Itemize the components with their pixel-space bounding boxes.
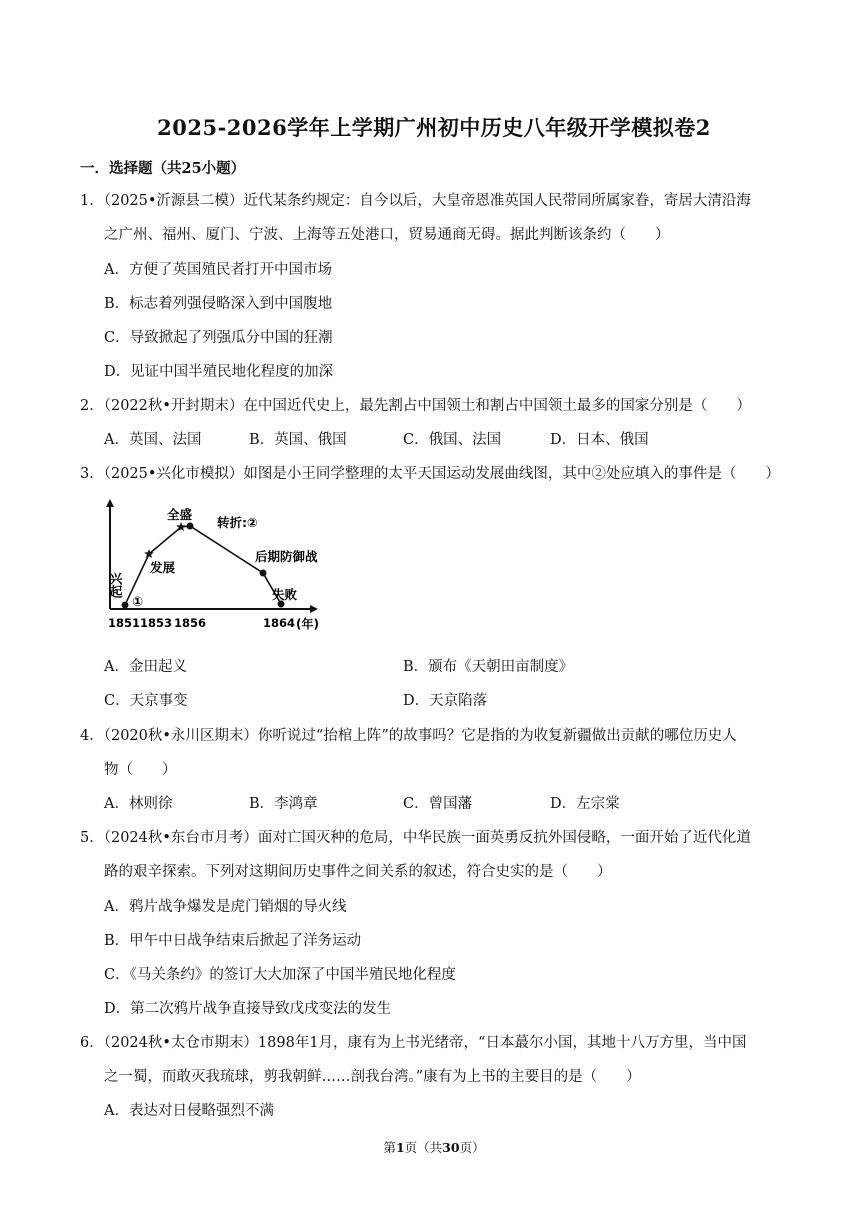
question-5-option-a: A．鸦片战争爆发是虎门销烟的导火线 (104, 899, 347, 915)
development-curve (125, 526, 281, 605)
question-5-line-2: 路的艰辛探索。下列对这期间历史事件之间关系的叙述，符合史实的是（ ） (104, 864, 612, 880)
question-5-option-d: D．第二次鸦片战争直接导致戊戌变法的发生 (104, 1001, 392, 1017)
point-turn (187, 523, 194, 530)
question-2-option-b: B．英国、俄国 (249, 432, 347, 448)
x-unit-label: (年) (296, 617, 319, 631)
question-4-option-d: D．左宗棠 (550, 796, 620, 812)
question-1-option-b: B．标志着列强侵略深入到中国腹地 (104, 296, 333, 312)
page-title: 2025-2026学年上学期广州初中历史八年级开学模拟卷2 (157, 115, 711, 140)
x-axis-arrow (310, 605, 318, 613)
label-late: 后期防御战 (255, 549, 318, 564)
question-5-line-1: 5．（2024秋•东台市月考）面对亡国灭种的危局，中华民族一面英勇反抗外国侵略，一面开始了近代化道 (80, 830, 751, 846)
question-3-option-d: D．天京陷落 (403, 693, 488, 709)
question-6-line-1: 6．（2024秋•太仓市期末）1898年1月，康有为上书光绪帝，“日本蕞尔小国，其地十八万方里，当中国 (80, 1035, 747, 1051)
label-turn: 转折:② (217, 515, 258, 530)
question-4-line-1: 4．（2020秋•永川区期末）你听说过“抬棺上阵”的故事吗？它是指的为收复新疆做出贡献的哪位历史人 (80, 728, 737, 744)
question-2-option-a: A．英国、法国 (104, 432, 202, 448)
question-2-option-d: D．日本、俄国 (550, 432, 649, 448)
point-start (122, 602, 129, 609)
question-3-option-b: B．颁布《天朝田亩制度》 (403, 659, 574, 675)
footer-mid: 页（共 (404, 1140, 443, 1155)
footer-total-pages: 30 (442, 1140, 460, 1155)
question-2-option-c: C．俄国、法国 (403, 432, 502, 448)
y-axis-arrow (106, 499, 114, 507)
question-5-option-c: C．《马关条约》的签订大大加深了中国半殖民地化程度 (104, 967, 456, 983)
question-4-option-b: B．李鸿章 (249, 796, 318, 812)
tick-1851: 1851 (108, 616, 141, 630)
label-fail: 失败 (272, 587, 298, 602)
question-4-option-c: C．曾国藩 (403, 796, 473, 812)
question-2-line-1: 2．（2022秋•开封期末）在中国近代史上，最先割占中国领土和割占中国领土最多的国家分别是（ ） (80, 398, 751, 414)
question-5-option-b: B．甲午中日战争结束后掀起了洋务运动 (104, 933, 362, 949)
footer-suffix: 页） (459, 1140, 485, 1155)
footer-prefix: 第 (383, 1140, 396, 1155)
question-3-line-1: 3．（2025•兴化市模拟）如图是小王同学整理的太平天国运动发展曲线图，其中②处应填入的事件是（ ） (80, 466, 780, 482)
tick-1853: 1853 (140, 616, 173, 630)
question-6-option-a: A．表达对日侵略强烈不满 (104, 1103, 274, 1119)
question-6-line-2: 之一蜀，而敢灭我琉球，剪我朝鲜……剖我台湾。”康有为上书的主要目的是（ ） (104, 1069, 641, 1085)
question-4-option-a: A．林则徐 (104, 796, 173, 812)
label-start: 兴起 (106, 572, 122, 598)
question-1-option-d: D．见证中国半殖民地化程度的加深 (104, 364, 334, 380)
question-3-option-a: A．金田起义 (104, 659, 187, 675)
point-late-defense (260, 570, 267, 577)
question-1-option-a: A．方便了英国殖民者打开中国市场 (104, 262, 332, 278)
question-3-option-c: C．天京事变 (104, 693, 188, 709)
tick-1856: 1856 (174, 616, 207, 630)
question-4-line-2: 物（ ） (104, 762, 177, 778)
section-heading: 一．选择题（共25小题） (80, 160, 246, 177)
question-1-option-c: C．导致掀起了列强瓜分中国的狂潮 (104, 330, 333, 346)
label-develop: 发展 (150, 560, 176, 575)
footer-page-number: 1 (395, 1140, 405, 1155)
question-1-line-1: 1．（2025•沂源县二模）近代某条约规定：自今以后，大皇帝恩准英国人民带同所属家眷，寄居大清沿海 (80, 193, 751, 209)
label-marker1: ① (132, 595, 144, 610)
page-footer (0, 1138, 868, 1156)
question-1-line-2: 之广州、福州、厦门、宁波、上海等五处港口，贸易通商无碍。据此判断该条约（ ） (104, 227, 670, 243)
taiping-curve-chart (100, 497, 330, 642)
tick-1864: 1864 (263, 616, 296, 630)
label-peak: 全盛 (167, 507, 193, 522)
